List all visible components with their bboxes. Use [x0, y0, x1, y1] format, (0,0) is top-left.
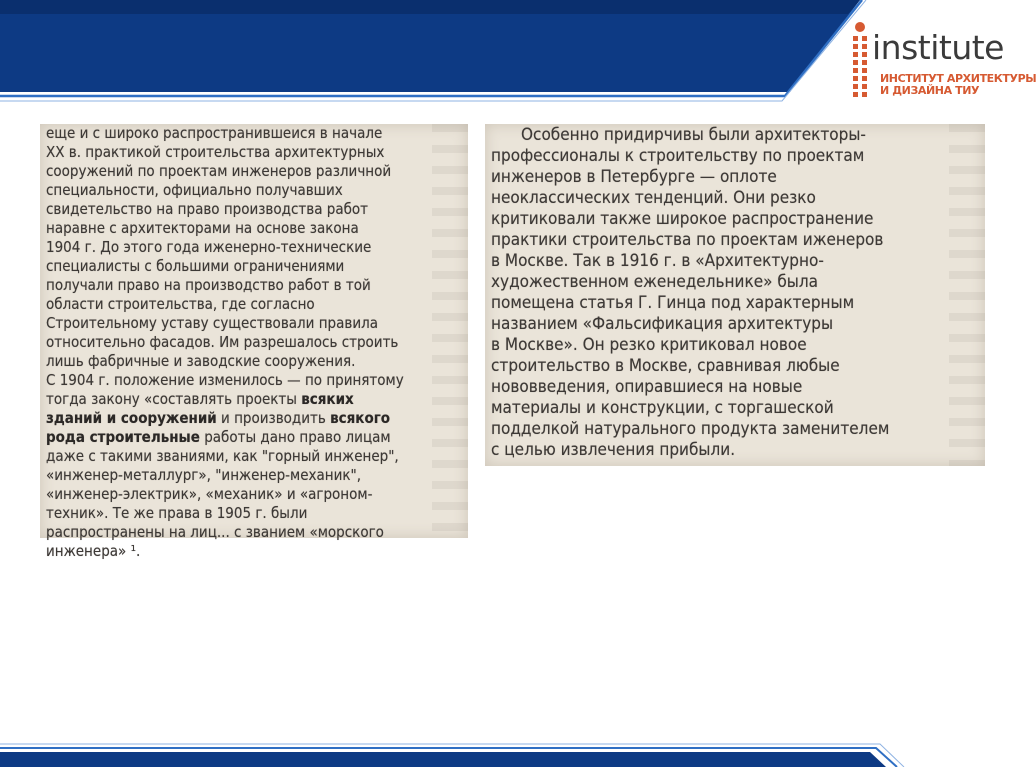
- left-text-excerpt: [40, 124, 468, 560]
- text-line: названием «Фальсификация архитектуры: [491, 314, 834, 334]
- text-line: С 1904 г. положение изменилось — по принятому: [46, 371, 404, 389]
- text-line: 1904 г. До этого года иженерно-технические: [46, 238, 372, 256]
- text-line: специальности, официально получавших: [46, 181, 343, 199]
- text-line: области строительства, где согласно: [46, 295, 315, 313]
- text-line: получали право на производство работ в той: [46, 276, 371, 294]
- logo-subtitle-line2: И ДИЗАЙНА ТИУ: [880, 84, 980, 97]
- text-line: с целью извлечения прибыли.: [491, 440, 736, 460]
- text-line: техник». Те же права в 1905 г. были: [46, 504, 308, 522]
- text-line: материалы и конструкции, с торгашеской: [491, 398, 834, 418]
- text-segment: тогда закону «составлять проекты: [46, 390, 297, 408]
- text-line: [46, 390, 354, 409]
- page-bleed-edge: [432, 124, 468, 538]
- text-line: специалисты с большими ограничениями: [46, 257, 345, 275]
- text-line: наравне с архитекторами на основе закона: [46, 219, 359, 237]
- text-line: неоклассических тенденций. Они резко: [491, 188, 816, 208]
- logo-emblem-icon: [850, 22, 872, 100]
- text-line: XX в. практикой строительства архитектурных: [46, 143, 385, 161]
- text-line: подделкой натурального продукта заменителем: [491, 419, 890, 439]
- text-line: художественном еженедельнике» была: [491, 272, 818, 292]
- text-line: свидетельство на право производства работ: [46, 200, 369, 218]
- text-line: лишь фабричные и заводские сооружения.: [46, 352, 356, 370]
- text-line: инженеров в Петербурге — оплоте: [491, 167, 777, 187]
- text-segment: работы дано право лицам: [204, 428, 391, 446]
- text-line: строительство в Москве, сравнивая любые: [491, 356, 840, 376]
- footer-band: [0, 740, 1024, 767]
- right-text-excerpt: [485, 124, 985, 466]
- text-line: еще и с широко распространившеися в начале: [46, 124, 383, 142]
- text-segment-bold: рода строительные: [46, 428, 200, 446]
- page-bleed-edge: [949, 124, 985, 466]
- logo-wordmark: institute: [872, 28, 1004, 67]
- text-line: в Москве». Он резко критиковал новое: [491, 335, 807, 355]
- text-line: в Москве. Так в 1916 г. в «Архитектурно-: [491, 251, 824, 271]
- text-line: Строительному уставу существовали правила: [46, 314, 378, 332]
- text-segment: и производить: [221, 409, 326, 427]
- text-line: сооружений по проектам инженеров различной: [46, 162, 392, 180]
- logo-subtitle-line1: ИНСТИТУТ АРХИТЕКТУРЫ: [880, 72, 1036, 85]
- text-line: [46, 428, 391, 447]
- text-segment-bold: всякого: [330, 409, 391, 427]
- text-line: инженера» ¹.: [46, 542, 141, 560]
- text-line: Особенно придирчивы были архитекторы-: [521, 125, 866, 145]
- text-line: относительно фасадов. Им разрешалось строить: [46, 333, 399, 351]
- text-line: даже с такими званиями, как "горный инженер",: [46, 447, 399, 465]
- text-line: профессионалы к строительству по проектам: [491, 146, 865, 166]
- text-line: [46, 409, 390, 428]
- text-line: помещена статья Г. Гинца под характерным: [491, 293, 855, 313]
- text-segment-bold: зданий и сооружений: [46, 409, 217, 427]
- text-line: «инженер-металлург», "инженер-механик",: [46, 466, 362, 484]
- text-line: распространены на лиц... с званием «морского: [46, 523, 384, 541]
- text-line: нововведения, опиравшиеся на новые: [491, 377, 803, 397]
- text-segment-bold: всяких: [301, 390, 354, 408]
- text-line: критиковали также широкое распространение: [491, 209, 874, 229]
- text-line: практики строительства по проектам иженеров: [491, 230, 884, 250]
- institute-logo: [850, 18, 1036, 102]
- text-line: «инженер-электрик», «механик» и «агроном-: [46, 485, 373, 503]
